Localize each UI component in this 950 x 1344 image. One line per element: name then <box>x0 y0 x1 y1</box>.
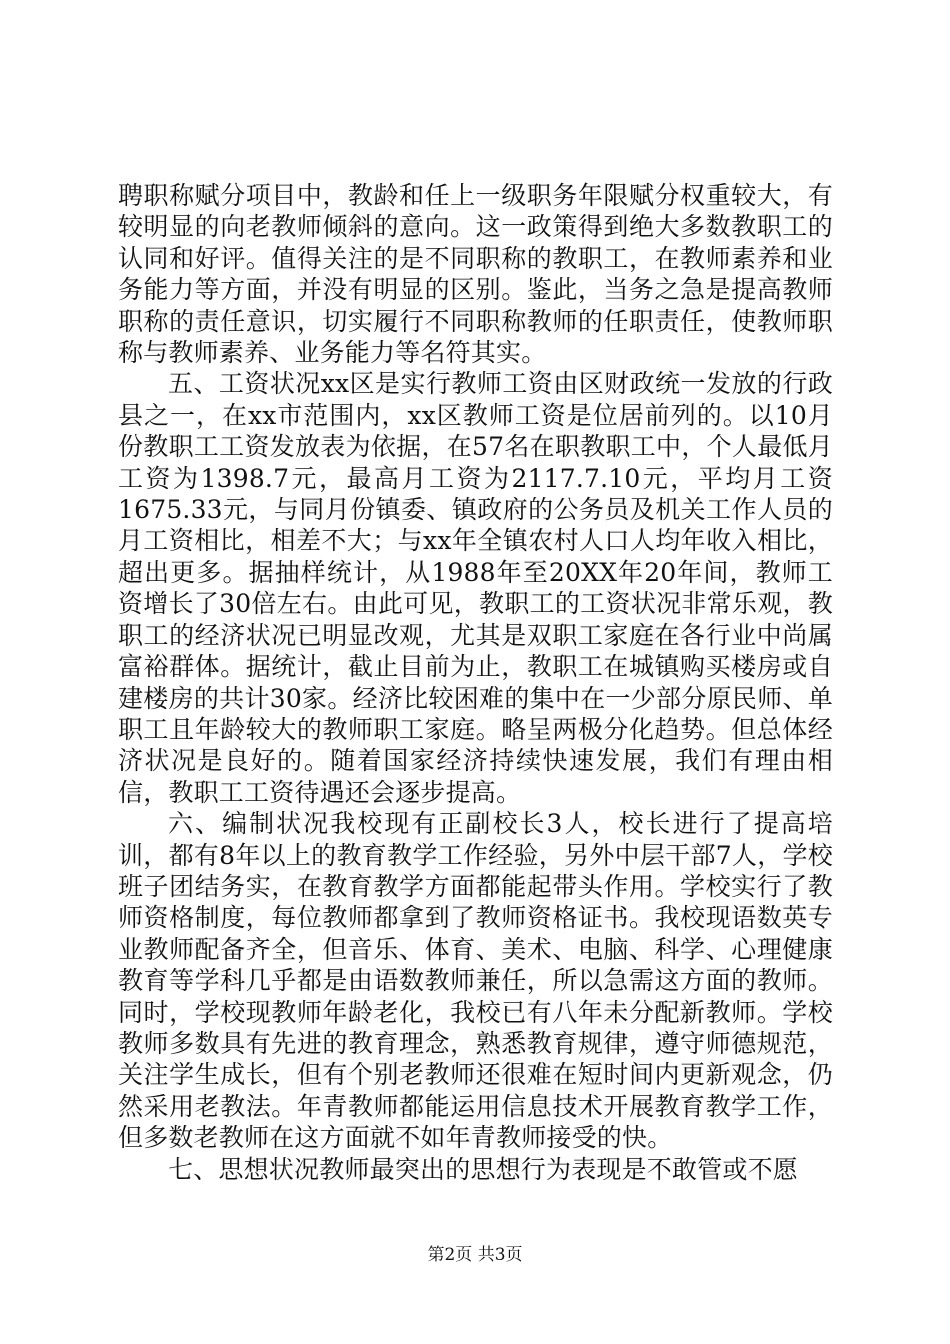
page-footer: 第2页 共3页 <box>427 1245 523 1265</box>
document-body <box>118 180 833 1185</box>
paragraph-salary: 五、工资状况xx区是实行教师工资由区财政统一发放的行政县之一，在xx市范围内，xx区教师工资是位居前列的。以10月份教职工工资发放表为依据，在57名在职教职工中，个人最低月工资为1398.7元，最高月工资为2117.7.10元，平均月工资1675.33元，与同月份镇委、镇政府的公务员及机关工作人员的月工资相比，相差不大；与xx年全镇农村人口人均年收入相比，超出更多。据抽样统计，从1988年至20XX年20年间，教师工资增长了30倍左右。由此可见，教职工的工资状况非常乐观，教职工的经济状况已明显改观，尤其是双职工家庭在各行业中尚属富裕群体。据统计，截止目前为止，教职工在城镇购买楼房或自建楼房的共计30家。经济比较困难的集中在一少部分原民师、单职工且年龄较大的教师职工家庭。略呈两极分化趋势。但总体经济状况是良好的。随着国家经济持续快速发展，我们有理由相信，教职工工资待遇还会逐步提高。 <box>118 369 833 807</box>
paragraph-ideology: 七、思想状况教师最突出的思想行为表现是不敢管或不愿 <box>168 1154 799 1184</box>
paragraph-staffing: 六、编制状况我校现有正副校长3人，校长进行了提高培训，都有8年以上的教育教学工作经验，另外中层干部7人，学校班子团结务实，在教育教学方面都能起带头作用。学校实行了教师资格制度，每位教师都拿到了教师资格证书。我校现语数英专业教师配备齐全，但音乐、体育、美术、电脑、科学、心理健康教育等学科几乎都是由语数教师兼任，所以急需这方面的教师。同时，学校现教师年龄老化，我校已有八年未分配新教师。学校教师多数具有先进的教育理念，熟悉教育规律，遵守师德规范，关注学生成长，但有个别老教师还很难在短时间内更新观念，仍然采用老教法。年青教师都能运用信息技术开展教育教学工作，但多数老教师在这方面就不如年青教师接受的快。 <box>118 809 833 1153</box>
paragraph-continuation: 聘职称赋分项目中，教龄和任上一级职务年限赋分权重较大，有较明显的向老教师倾斜的意向。这一政策得到绝大多数教职工的认同和好评。值得关注的是不同职称的教职工，在教师素养和业务能力等方面，并没有明显的区别。鉴此，当务之急是提高教师职称的责任意识，切实履行不同职称教师的任职责任，使教师职称与教师素养、业务能力等名符其实。 <box>118 181 833 368</box>
